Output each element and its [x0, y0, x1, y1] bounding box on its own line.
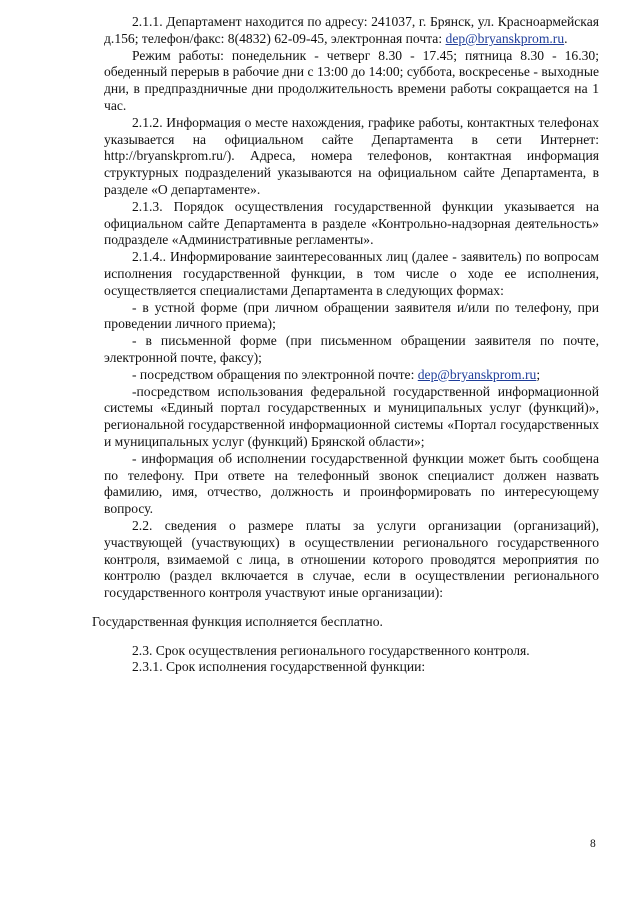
list-item-email [104, 367, 599, 384]
paragraph-location-info: 2.1.2. Информация о месте нахождения, графике работы, контактных телефонах указывается на официальном сайте Департамента в сети Интернет: http://bryanskprom.ru/). Адреса, номера телефонов, контактная информация структурных подразделений указываются на официальном сайте Департамента, в разделе «О департаменте». [104, 114, 599, 197]
email-list-text-end: ; [536, 366, 541, 382]
paragraph-address [104, 14, 599, 48]
paragraph-function-term: 2.3.1. Срок исполнения государственной функции: [132, 659, 426, 675]
paragraph-informing: 2.1.4.. Информирование заинтересованных лиц (далее - заявитель) по вопросам исполнения государственной функции, в том числе о ходе ее исполнения, осуществляется специалистами Департамента в следующих формах: [104, 249, 599, 298]
paragraph-fees: 2.2. сведения о размере платы за услуги организации (организаций), участвующей (участвующих) в осуществлении регионального государственного контроля, взимаемой с лица, в отношении которого проводятся мероприятия по контролю (раздел включается в случае, если в осуществлении регионального государственного контроля участвуют иные организации): [104, 517, 599, 601]
paragraph-control-term: 2.3. Срок осуществления регионального государственного контроля. [132, 642, 530, 658]
list-item-written: - в письменной форме (при письменном обращении заявителя по почте, электронной почте, факсу); [104, 333, 599, 365]
email-list-text: - посредством обращения по электронной почте: [132, 366, 418, 382]
paragraph-free-of-charge: Государственная функция исполняется бесплатно. [92, 613, 383, 629]
page-number: 8 [590, 838, 596, 850]
address-text: 2.1.1. Департамент находится по адресу: 241037, г. Брянск, ул. Красноармейская д.156; телефон/факс: 8(4832) 62-09-45, электронная почта: [104, 14, 599, 46]
paragraph-procedure: 2.1.3. Порядок осуществления государственной функции указывается на официальном сайте Департамента в разделе «Контрольно-надзорная деятельность» подразделе «Административные регламенты». [104, 198, 599, 248]
list-item-portal: -посредством использования федеральной государственной информационной системы «Единый портал государственных и муниципальных услуг (функций)», региональной государственной информационной системы «Портал государственных и муниципальных услуг (функций) Брянской области»; [104, 383, 599, 449]
address-text-end: . [564, 30, 568, 46]
list-item-oral: - в устной форме (при личном обращении заявителя и/или по телефону, при проведении личного приема); [104, 299, 599, 332]
document-body [92, 14, 599, 676]
email-link[interactable]: dep@bryanskprom.ru [445, 30, 565, 46]
list-item-phone: - информация об исполнении государственной функции может быть сообщена по телефону. При ответе на телефонный звонок специалист должен назвать фамилию, имя, отчество, должность и проинформировать по интересующему вопросу. [104, 450, 599, 517]
paragraph-work-hours: Режим работы: понедельник - четверг 8.30 - 17.45; пятница 8.30 - 16.30; обеденный перерыв в рабочие дни с 13:00 до 14:00; суббота, воскресенье - выходные дни, в предпраздничные дни продолжительность времени работы сокращается на 1 час. [104, 47, 599, 113]
email-link-2[interactable]: dep@bryanskprom.ru [417, 366, 537, 382]
